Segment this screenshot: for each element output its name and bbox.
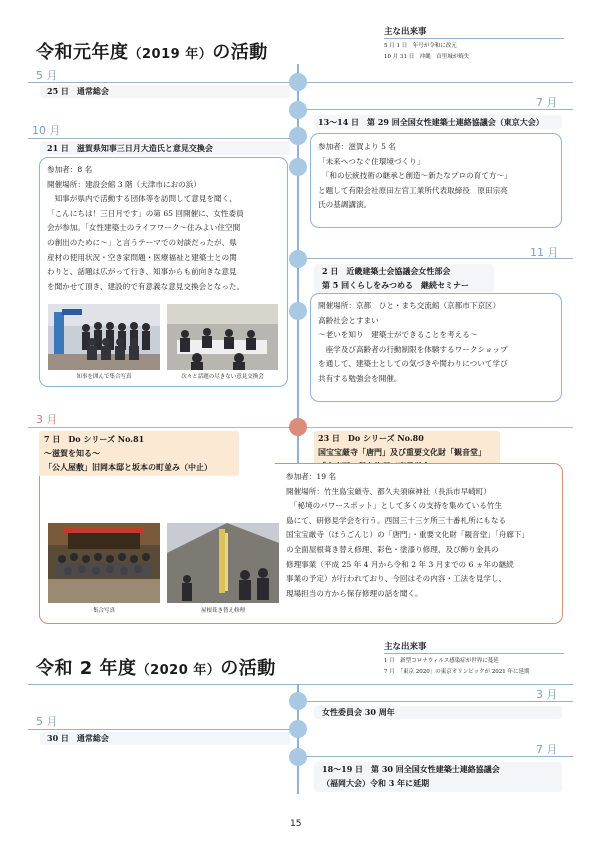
mar-2020-right-item1: 23 日 Do シリーズ No.80	[318, 433, 424, 443]
mar-2020-line-2: 開催場所：竹生島宝厳寺、都久夫須麻神社（長浜市早崎町）	[286, 486, 492, 496]
month-oct-2019: 10 月	[32, 124, 61, 137]
caption-roof-repair: 屋根葺き替え修理	[200, 608, 245, 614]
timeline-dot-may-2019	[289, 73, 307, 91]
caption-governor-meeting: 次々と話題の尽きない意見交換会	[181, 374, 264, 380]
timeline-dot-mar-2020	[289, 418, 307, 436]
july-2019-rule	[297, 109, 573, 110]
mar-2020-line-1: 参加者：19 名	[286, 472, 337, 481]
event-2020-2: 7 月 「東京 2020」の東京オリンピックが 2021 年に延期	[384, 669, 530, 675]
page-number: 15	[290, 819, 302, 829]
temple-group-image	[48, 523, 160, 603]
mar-2020-line-3: 「秘境のパワースポット」として多くの支持を集めている竹生	[286, 501, 503, 511]
oct-2019-line-9: を聞かせて頂き、建設的で有意義な意見交換会となった。	[47, 281, 245, 291]
oct-2019-line-4: 「こんにちは！三日月です」の第 65 回開催に、女性委員	[47, 208, 244, 218]
mar-2020-line-7: 修理事業（平成 25 年 4 月から令和 2 年 3 月までの 6 ヵ年の継続	[286, 559, 514, 569]
detail-text-mar-2020	[286, 470, 529, 601]
event-2019-1: 5 月 1 日 年号が令和に改元	[384, 43, 457, 49]
oct-2019-line-2: 開催場所：建設会館 3 階（大津市におの浜）	[47, 179, 201, 189]
section-title-2019	[36, 38, 268, 64]
mar-2020-line-8: 事業の予定）が行われており、今回はその内容・工法を見学し、	[286, 574, 507, 584]
oct-2019-line-5: 会が参加。「女性建築士のライフワーク～住みよい住空間	[47, 223, 241, 233]
mar-2020-left-item1: 7 日 Do シリーズ No.81	[44, 434, 145, 444]
jul-2020-rule	[297, 756, 573, 757]
month-jul-2020: 7 月	[536, 743, 558, 756]
july-2019-line-1: 参加者：滋賀より 5 名	[318, 142, 397, 151]
item1-jul-2020: 18～19 日 第 30 回全国女性建築士連絡協議会	[322, 764, 500, 774]
timeline-dot-jul-2020	[289, 748, 307, 766]
mar-2020-line-9: 現場担当の方から保存修理の話を聞く。	[286, 588, 423, 598]
mar-2020-line-5: 国宝宝厳寺（ほうごんじ）の「唐門」・重要文化財「観音堂」「舟廊下」	[286, 530, 529, 540]
title-2020-year: （2020 年）	[136, 663, 221, 678]
item2-nov-2019: 第 5 回くらしをみつめる 継続セミナー	[322, 280, 469, 290]
events-divider-2020	[384, 653, 564, 654]
mar-2020-left-item3: 「公人屋敷」旧岡本邸と坂本の町並み（中止）	[44, 462, 212, 472]
nov-2019-line-1: 開催場所：京都 ひと・まち交流館（京都市下京区）	[318, 301, 501, 310]
may-2020-rule	[28, 729, 290, 730]
mar-2021-rule	[297, 701, 573, 702]
nov-2019-line-3: ～老いを知り 建築士ができることを考える～	[318, 330, 478, 340]
oct-2019-line-6: の創出のために～」と言うテーマでの対談だったが、県	[47, 237, 237, 247]
timeline-dot-may-2020	[289, 720, 307, 738]
events-box-2019	[384, 25, 469, 60]
item-july-2019: 13～14 日 第 29 回全国女性建築士連絡協議会（東京大会）	[318, 117, 544, 127]
oct-2019-line-3: 知事が県内で活動する団体等を訪問して意見を聞く、	[47, 194, 237, 204]
title-2019-year: （2019 年）	[128, 47, 213, 62]
month-july-2019: 7 月	[536, 96, 558, 109]
oct-2019-line-1: 参加者：8 名	[47, 165, 93, 174]
event-2020-1: 1 月 新型コロナウィルス感染症が世界に蔓延	[384, 658, 499, 664]
timeline-dot-july-2019-detail	[289, 127, 307, 145]
photo-temple-group	[48, 523, 160, 603]
detail-text-july-2019	[318, 140, 512, 213]
oct-2019-line-8: わりと、話題は広がって行き、知事からも前向きな意見	[47, 267, 237, 277]
events-box-2020	[384, 640, 530, 675]
nov-2019-line-5: を通して、建築士としての気づきや関わりについて学び	[318, 359, 508, 369]
nov-2019-line-2: 高齢社会とすまい	[318, 315, 379, 325]
month-nov-2019: 11 月	[530, 246, 559, 259]
events-title-2019: 主な出来事	[384, 27, 427, 37]
photo-governor-meeting	[167, 304, 278, 370]
july-2019-line-4: と題して有限会社原田左官工業所代表取締役 原田宗亮	[318, 185, 508, 195]
events-title-2020: 主な出来事	[384, 642, 427, 652]
events-divider-2019	[384, 38, 564, 39]
section-2020-rule	[28, 684, 573, 685]
governor-group-image	[48, 304, 160, 370]
timeline-dot-nov-2019	[289, 250, 307, 268]
event-2019-2: 10 月 31 日 沖縄 首里城が焼失	[384, 54, 470, 60]
title-2019-suffix: の活動	[212, 42, 268, 63]
july-2019-line-5: 氏の基調講演。	[318, 200, 372, 210]
photo-roof-repair	[167, 523, 279, 603]
title-2019: 令和元年度	[36, 42, 129, 63]
photo-governor-group	[48, 304, 160, 370]
timeline-dot-oct-2019	[289, 158, 307, 176]
nov-2019-line-6: 共有する勉強会を開催。	[318, 373, 402, 383]
caption-governor-group: 知事を囲んで集合写真	[76, 374, 132, 380]
governor-meeting-image	[167, 304, 278, 370]
title-2020: 令和 2 年度	[36, 658, 137, 679]
timeline-dot-mar-2021	[289, 692, 307, 710]
title-2020-suffix: の活動	[220, 658, 276, 679]
oct-2019-rule	[28, 138, 290, 139]
timeline-dot-nov-2019-detail	[289, 302, 307, 320]
item1-nov-2019: 2 日 近畿建築士会協議会女性部会	[322, 266, 451, 276]
detail-text-nov-2019	[318, 299, 508, 387]
caption-temple-group: 集合写真	[92, 608, 115, 614]
roof-repair-image	[167, 523, 279, 603]
timeline-dot-july-2019	[289, 101, 307, 119]
july-2019-line-2: 「未来へつなぐ住環境づくり」	[318, 156, 425, 166]
mar-2020-right-item2: 国宝宝厳寺「唐門」及び重要文化財「観音堂」	[318, 447, 486, 457]
item2-jul-2020: （福岡大会）令和 3 年に延期	[322, 778, 430, 788]
item-may-2020: 30 日 通常総会	[47, 733, 109, 743]
mar-2020-left-item2: ～滋賀を知る～	[44, 448, 100, 458]
detail-text-oct-2019	[47, 163, 244, 294]
month-may-2019: 5 月	[36, 69, 58, 82]
item-oct-2019: 21 日 滋賀県知事三日月大造氏と意見交換会	[47, 143, 213, 153]
oct-2019-line-7: 産材の使用状況・空き家問題・医療福祉と建築士との関	[47, 252, 237, 262]
item-may-2019: 25 日 通常総会	[47, 86, 109, 96]
nov-2019-line-4: 座学及び高齢者の行動制限を体験するワークショップ	[318, 344, 508, 354]
mar-2020-line-6: の全面屋根葺き替え修理、彩色・塗漆り修理、及び飾り金具の	[286, 544, 499, 554]
july-2019-line-3: 「和の伝統技術の継承と創造～新たなプロの育て方～」	[318, 171, 512, 181]
mar-2020-line-4: 島にて、研修見学会を行う。西国三十三ケ所三十番札所にもなる	[286, 515, 507, 525]
month-mar-2020: 3 月	[36, 413, 58, 426]
month-may-2020: 5 月	[36, 715, 58, 728]
item-mar-2021: 女性委員会 30 周年	[322, 707, 395, 717]
month-mar-2021: 3 月	[536, 688, 558, 701]
section-title-2020	[36, 654, 276, 680]
